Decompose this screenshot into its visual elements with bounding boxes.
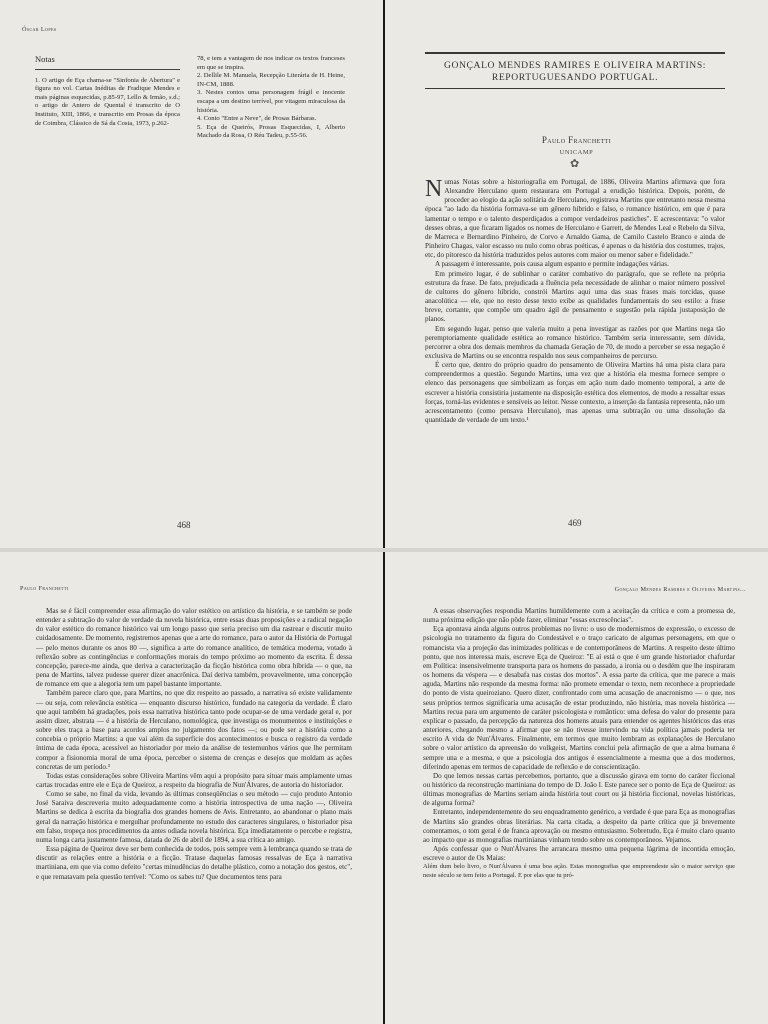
paragraph: Também parece claro que, para Martins, no que diz respeito ao passado, a narrativa só existe validamente — ou seja, com relevância estética — enquanto discurso histórico, fundado na categoria da verdade. É claro que aqui também há gradações, pois essa narrativa histórica tanto pode ocupar-se de uma verdade geral e, por assim dizer, abstrata — é a história de Herculano, nomológica, que investiga os monumentos e instituições e sobre eles traça a base para acordos amplos no julgamento dos fatos —; ou pode ser a história como a concebia o próprio Martins: a que vai além da superfície dos acontecimentos e busca o registro da verdade íntima de cada época, acessível ao historiador por meio da análise de testemunhos vários que lhe permitam compor a fisionomia moral de uma época, perceber o sistema de crenças e desejos que moldam as ações concretas de um período.³	[36, 689, 352, 771]
paragraph: Mas se é fácil compreender essa afirmação do valor estético ou artístico da história, e se também se pode entender a subtração do valor de verdade da novela histórica, entre essas duas proposições e a radical negação do valor estético do romance histórico vai um longo passo que seria preciso um dia rastrear e discutir muito cuidadosamente. De momento, registremos apenas que a arte do romance, para o autor da História de Portugal — pelo menos durante os anos 80 —, significa a arte do romance analítico, de temática moderna, votado à reflexão sobre as contingências e conformações morais do tempo próximo ao momento da escrita. É dessa concepção, parece-me ainda, que deriva a caracterização da ficção histórica como obra híbrida — o que, na pena de Martins, talvez pudesse querer dizer anacrônica. Daí deriva também, provavelmente, uma concepção de romance em que a alegoria tem um papel bastante importante.	[36, 607, 352, 689]
paragraph: A passagem é interessante, pois causa algum espanto e permite indagações várias.	[435, 260, 669, 269]
note-1: 1. O artigo de Eça chama-se "Sinfonia de Abertura" e figura no vol. Cartas Inéditas de Fradique Mendes e mais páginas esquecidas, p.85-97, Lello & Irmão, s.d.; o artigo de Antero de Quental é transcrito de O Instituto, XIII, 1866, e transcrito em Prosas da época de Coimbra, Clássico de Sá da Costa, 1973, p.262-	[35, 76, 180, 127]
running-head: Óscar Lopes	[22, 26, 57, 33]
running-head: Gonçalo Mendes Ramires e Oliveira Martins...	[614, 586, 746, 593]
author-name: Paulo Franchetti	[541, 135, 612, 145]
flower-ornament-icon: ✿	[570, 158, 580, 170]
note-1-cont: 78, e tem a vantagem de nos indicar os textos franceses em que se inspira.	[197, 55, 345, 71]
notes-title: Notas	[35, 54, 55, 64]
paragraph: Essa página de Queiroz deve ser bem conhecida de todos, pois sempre vem à lembrança quando se trata de discutir as relações entre a história e a ficção. Tratase daquelas famosas ressalvas de Eça à narrativa martiniana, em que via como defeito "certas minudências do detalhe plástico, como a notação dos gestos, etc", e que rematavam pela questão terrível: "Como os sabes tu? Que documentos tens para	[36, 845, 352, 881]
article-body	[423, 607, 735, 880]
paragraph: Do que lemos nessas cartas percebemos, portanto, que a discussão girava em torno do caráter ficcional ou histórico da reconstrução martiniana do tempo de D. João I. Este parece ser o ponto de Eça de Queiroz: as últimas monografias de Martins seriam ainda história tout court ou já história ficcional, novelas históricas, de alguma forma?	[423, 771, 735, 808]
paragraph: Em primeiro lugar, é de sublinhar o caráter combativo do parágrafo, que se reflete na própria estrutura da frase. De fato, prejudicada a fluência pela necessidade de alinhar o maior número possível de cultores do gênero híbrido, constrói Martins aqui uma das suas frases mais torcidas, quase anacolútica — ele, que no resto desse texto exibe as qualidades fundamentais do seu estilo: a frase breve, cortante, que compõe um quadro ágil de pensamento e sugestão pela rápida justaposição de planos.	[425, 269, 725, 324]
page-number: 469	[568, 518, 582, 528]
article-body	[36, 607, 352, 882]
paragraph: A essas observações respondia Martins humildemente com a aceitação da crítica e com a promessa de, numa próxima edição que não pôde fazer, eliminar "essas excrescências".	[423, 607, 735, 625]
block-quote: Além dum belo livro, o Nun'Álvares é uma boa ação. Estas monografias que empreendeste são o maior serviço que neste século se tem feito a Portugal. E por elas que tu pró-	[423, 863, 735, 879]
page-471	[385, 552, 768, 1024]
paragraph: Como se sabe, no final da vida, levando às últimas conseqüências o seu método — cujo produto Antonio José Saraiva descreveria muito adequadamente como a história introspectiva de uma nação —, Oliveira Martins se dedica à escrita da biografia dos grandes homens de Avis. Entretanto, ao abandonar o plano mais geral da narração histórica e mergulhar profundamente no estudo dos caracteres singulares, o historiador pisa em falso, tropeça nos procedimentos da antes odiada novela histórica. Eça imediatamente o percebe e registra, numa longa carta justamente famosa, datada de 26 de abril de 1894, a sua crítica ao amigo.	[36, 790, 352, 844]
note-4: 4. Conto "Entre a Neve", de Prosas Bárbaras.	[197, 115, 317, 123]
paragraph: Em segundo lugar, penso que valeria muito a pena investigar as razões por que Martins nega tão peremptoriamente qualidade estética ao romance histórico. Também seria interessante, sem dúvida, percorrer a obra dos demais membros da chamada Geração de 70, de modo a perceber se essa negação é exclusiva de Martins ou se encontra respaldo nos seus companheiros de percurso.	[425, 324, 725, 360]
note-3: 3. Nestes contos uma personagem frágil e inocente escapa a um destino terrível, por vitagem miraculosa da história.	[197, 89, 345, 114]
author-affiliation: UNICAMP	[559, 149, 594, 156]
notes-column-right	[197, 55, 345, 141]
note-2: 2. Dellile M. Manuela, Recepção Literária de H. Heine, IN-CM, 1888.	[197, 72, 345, 88]
page-469	[385, 0, 768, 548]
note-5: 5. Eça de Queirós, Prosas Esquecidas, I, Alberto Machado da Rosa, O Réu Tadeu, p.55-56.	[197, 123, 345, 140]
drop-cap: N	[425, 176, 443, 202]
paragraph: Numas Notas sobre a historiografia em Portugal, de 1886, Oliveira Martins afirmava que fora Alexandre Herculano quem restaurara em Portugal a erudição histórica. Depois, porém, de proceder ao elogio da ação solitária de Herculano, registrava Martins que entretanto nessa mesma época "ao lado da história formava-se um gênero híbrido e falso, o romance histórico, em que é para lamentar o tempo e o talento desperdiçados a compor verdadeiros pastiches". E acrescentava: "o valor desses obras, a que ficaram ligados os nomes de Herculano e Garrett, de Mendes Leal e Rebelo da Silva, de Marreca e Bernardino Pinheiro, de Corvo e Arnaldo Gama, de Camilo Castelo Branco e ainda de Pinheiro Chagas, valor escasso ou nulo como obras poéticas, é apenas o da história dos costumes, trajos, etc, do pitoresco da história traduzidos pelos autores com maior ou menor saber e fidelidade."	[425, 176, 725, 260]
paragraph: Eça apontava ainda alguns outros problemas no livro: o uso de modernismos de expressão, o excesso de psicologia no tratamento da figura do Condestável e o traço caricato de algumas personagens, em que o romancista via a projeção das inimizades políticas e de contemporâneos de Martins. A respeito deste último ponto, que nos interessa mais, escreve Eça de Queiroz: "E aí está o que é um grande historiador chafurdar em Política: insensivelmente transporta para os homens do passado, a ironia ou o desdém que lhe inspiraram os homens da véspera — e desabafa nas costas dos mortos". A essa parte da crítica, que me parece a mais aguda, Martins não responde da mesma forma: não promete emendar o texto, nem reconhece a propriedade do ponto de vista queiroziano. Quero dizer, confrontado com uma acusação de anacronismo — o que, nos seus próprios termos significaria uma acusação de estar produzindo, não história, mas novela histórica — Martins recua para um argumento de caráter psicologista e romântico: uma defesa do valor do presente para explicar o passado, da percepção da natureza dos homens atuais para entender os agentes históricos das eras anteriores, chegando mesmo a afirmar que se não tivesse intervindo na vida política jamais poderia ter escrito A vida de Nun'Álvares. Finalmente, em termos que muito lembram as explanações de Herculano sobre o valor artístico da apreensão do volkgeist, Martins conclui pela afirmação de que a alma humana é sempre una e a mesma, e que a psicologia dos antigos é essencialmente a mesma que a dos modernos, diferindo apenas em termos de capacidade de reflexão e de conscientização.	[423, 625, 735, 771]
page-468	[0, 0, 383, 548]
running-head: Paulo Franchetti	[20, 585, 69, 592]
paragraph: Após confessar que o Nun'Álvares lhe arrancara mesmo uma pequena lágrima de incontida emoção, escreve o autor de Os Maias:	[423, 845, 735, 863]
paragraph: Entretanto, independentemente do seu enquadramento genérico, a verdade é que para Eça as monografias de Martins são grandes obras literárias. Na carta citada, a despeito da parte crítica que já brevemente comentamos, o tom geral é de franca aprovação ou mesmo entusiasmo. Sobretudo, Eça é muito claro quanto ao impacto que as monografias martinianas vinham tendo sobre os contemporâneos. Vejamos.	[423, 808, 735, 844]
page-470	[0, 552, 383, 1024]
paragraph: É certo que, dentro do próprio quadro do pensamento de Oliveira Martins há uma pista clara para compreendermos a questão. Segundo Martins, uma vez que a história ela mesma fornece sempre o elenco das personagens que simbolizam as forças em ação num dado momento temporal, a arte de escrever a história consistiria justamente na disposição estética dos elementos, de modo a ressaltar essas forças, torná-las evidentes e sensíveis ao leitor. Nesse contexto, a inserção da fantasia representa, não um acrescentamento (como pensava Herculano), mas apenas uma subtração ou uma dissolução da quantidade de verdade de um texto.¹	[425, 361, 725, 425]
article-body	[425, 178, 725, 425]
page-number: 468	[177, 520, 191, 530]
paragraph: Todas estas considerações sobre Oliveira Martins vêm aqui a propósito para situar mais amplamente umas cartas trocadas entre ele e Eça de Queiroz, a respeito da biografia de Nun'Álvares, de autoria do historiador.	[36, 771, 352, 789]
notes-column-left	[35, 55, 180, 128]
article-title: GONÇALO MENDES RAMIRES E OLIVEIRA MARTINS: REPORTUGUESANDO PORTUGAL.	[425, 52, 725, 89]
